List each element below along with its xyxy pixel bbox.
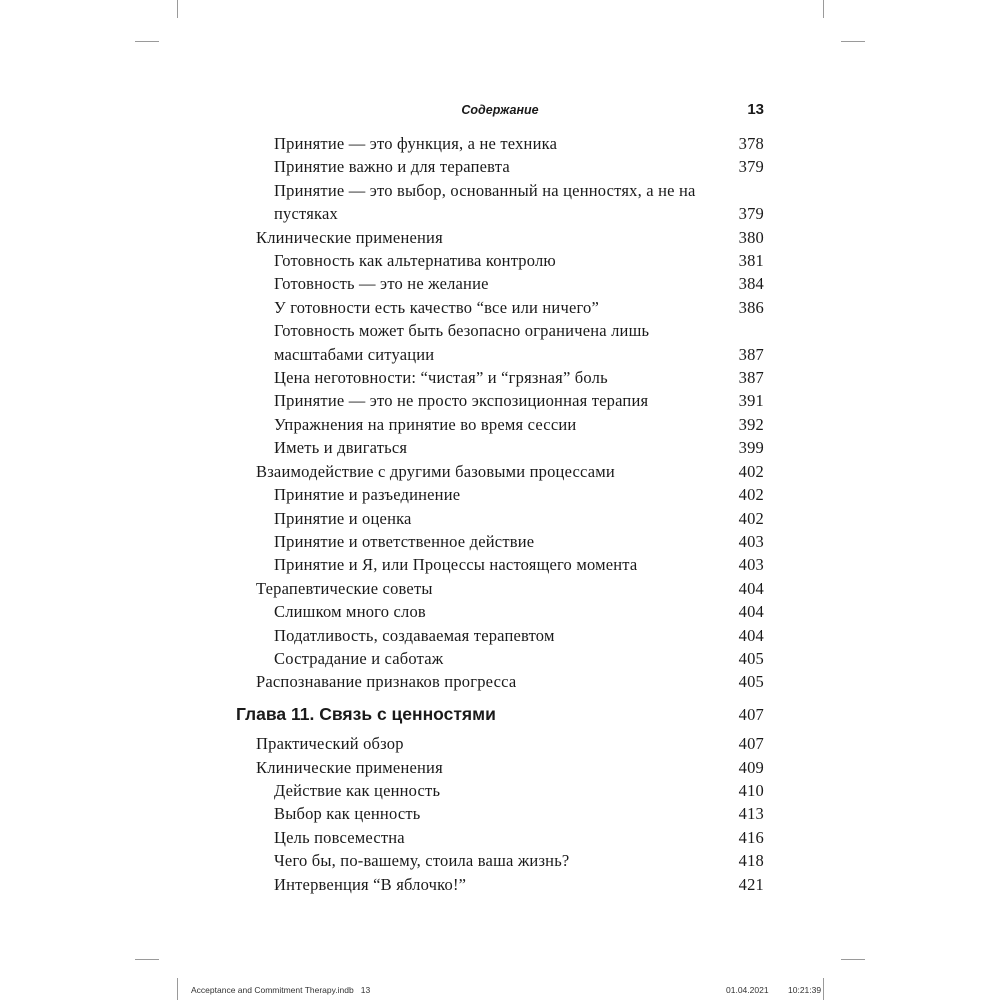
toc-chapter <box>236 703 764 726</box>
toc-entry-title: Готовность — это не желание <box>274 274 489 294</box>
toc-entry-title: Упражнения на принятие во время сессии <box>274 414 577 434</box>
toc-entry-title: Действие как ценность <box>274 780 441 800</box>
crop-mark-left-top <box>135 41 159 42</box>
crop-mark-left-bottom <box>135 959 159 960</box>
toc-entry <box>236 366 764 389</box>
toc-entry-page: 378 <box>738 134 764 153</box>
toc-entry-title: Глава 11. Связь с ценностями <box>236 703 496 724</box>
crop-mark-right-top <box>841 41 865 42</box>
toc-entry-title: Принятие и оценка <box>274 508 412 528</box>
toc-entry <box>236 272 764 295</box>
toc-entry-page: 407 <box>738 704 764 724</box>
toc-entry <box>236 483 764 506</box>
toc-entry <box>236 413 764 436</box>
toc-entry <box>236 553 764 576</box>
toc-entry <box>236 436 764 459</box>
running-title: Содержание <box>461 103 539 117</box>
toc-entry-title: Клинические применения <box>256 227 443 247</box>
toc-entry-page: 407 <box>738 734 764 754</box>
toc-entry <box>236 624 764 647</box>
toc-entry <box>236 179 764 226</box>
toc-entry-title: Принятие важно и для терапевта <box>274 157 510 177</box>
running-header <box>236 100 764 122</box>
toc-entry-title: Принятие — это выбор, основанный на ценностях, а не на пустяках <box>274 180 696 224</box>
toc-entry <box>236 226 764 249</box>
crop-mark-top-left <box>177 0 178 18</box>
toc-entry-page: 391 <box>738 391 764 411</box>
toc-entry-page: 405 <box>738 648 764 668</box>
page-number: 13 <box>747 101 764 118</box>
toc-entry-page: 410 <box>738 780 764 800</box>
toc-entry-title: У готовности есть качество “все или ничего” <box>274 297 600 317</box>
toc-entry-title: Терапевтические советы <box>256 578 433 598</box>
toc-entry-title: Принятие и ответственное действие <box>274 531 535 551</box>
toc-entry-page: 387 <box>738 368 764 388</box>
toc-entry <box>236 296 764 319</box>
toc-entry <box>236 132 764 155</box>
toc-entry <box>236 460 764 483</box>
toc-entry-title: Слишком много слов <box>274 602 426 622</box>
toc-entry <box>236 779 764 802</box>
crop-mark-right-bottom <box>841 959 865 960</box>
toc-entry-page: 403 <box>738 555 764 575</box>
toc-entry-page: 409 <box>738 757 764 777</box>
toc-entry-page: 381 <box>738 251 764 271</box>
toc-entry-page: 416 <box>738 827 764 847</box>
toc-entry-title: Принятие — это функция, а не техника <box>274 134 558 153</box>
slug-time: 10:21:39 <box>788 985 822 995</box>
toc-entry-title: Практический обзор <box>256 734 404 754</box>
toc-entry-page: 403 <box>738 531 764 551</box>
toc-entry <box>236 507 764 530</box>
toc-entry-title: Выбор как ценность <box>274 804 421 824</box>
toc-entry <box>236 319 764 366</box>
toc-entry <box>236 530 764 553</box>
toc-entry-title: Иметь и двигаться <box>274 438 408 458</box>
toc-entry <box>236 600 764 623</box>
toc-entry <box>236 826 764 849</box>
table-of-contents <box>236 132 764 896</box>
toc-entry-title: Цель повсеместна <box>274 827 405 847</box>
toc-entry <box>236 647 764 670</box>
toc-entry-title: Распознавание признаков прогресса <box>256 672 517 692</box>
toc-entry-title: Чего бы, по-вашему, стоила ваша жизнь? <box>274 851 570 871</box>
toc-entry-page: 399 <box>738 438 764 458</box>
toc-entry-title: Цена неготовности: “чистая” и “грязная” боль <box>274 368 608 388</box>
toc-entry-page: 418 <box>738 851 764 871</box>
toc-entry-title: Интервенция “В яблочко!” <box>274 874 467 894</box>
toc-entry-page: 404 <box>738 602 764 622</box>
toc-entry-page: 405 <box>738 672 764 692</box>
toc-entry <box>236 155 764 178</box>
toc-entry <box>236 249 764 272</box>
toc-entry-page: 392 <box>738 414 764 434</box>
toc-entry <box>236 873 764 896</box>
toc-entry <box>236 670 764 693</box>
toc-entry <box>236 802 764 825</box>
crop-mark-top-right <box>823 0 824 18</box>
slug-filename: Acceptance and Commitment Therapy.indb 13 <box>191 985 371 995</box>
toc-entry-page: 404 <box>738 578 764 598</box>
toc-entry <box>236 732 764 755</box>
toc-entry-page: 402 <box>738 508 764 528</box>
toc-entry-page: 380 <box>738 227 764 247</box>
toc-entry-title: Принятие — это не просто экспозиционная терапия <box>274 391 649 411</box>
toc-entry-page: 384 <box>738 274 764 294</box>
toc-entry-title: Сострадание и саботаж <box>274 648 444 668</box>
toc-entry-page: 421 <box>738 874 764 894</box>
toc-entry-page: 404 <box>738 625 764 645</box>
toc-entry <box>236 849 764 872</box>
toc-entry-page: 387 <box>738 344 764 364</box>
crop-mark-bottom-right <box>823 978 824 1000</box>
toc-entry-page: 379 <box>738 204 764 224</box>
slug-date: 01.04.2021 <box>726 985 769 995</box>
toc-entry-title: Готовность может быть безопасно ограничена лишь масштабами ситуации <box>274 321 650 364</box>
toc-entry-title: Податливость, создаваемая терапевтом <box>274 625 555 645</box>
toc-entry <box>236 389 764 412</box>
crop-mark-bottom-left <box>177 978 178 1000</box>
toc-entry-title: Принятие и разъединение <box>274 485 461 505</box>
toc-entry-page: 379 <box>738 157 764 177</box>
toc-entry-title: Принятие и Я, или Процессы настоящего момента <box>274 555 638 575</box>
toc-entry-title: Взаимодействие с другими базовыми процессами <box>256 461 615 481</box>
toc-entry-page: 386 <box>738 297 764 317</box>
toc-entry-title: Клинические применения <box>256 757 443 777</box>
toc-entry <box>236 577 764 600</box>
toc-entry-title: Готовность как альтернатива контролю <box>274 251 556 271</box>
toc-entry-page: 402 <box>738 485 764 505</box>
toc-entry-page: 413 <box>738 804 764 824</box>
toc-entry-page: 402 <box>738 461 764 481</box>
toc-entry <box>236 756 764 779</box>
